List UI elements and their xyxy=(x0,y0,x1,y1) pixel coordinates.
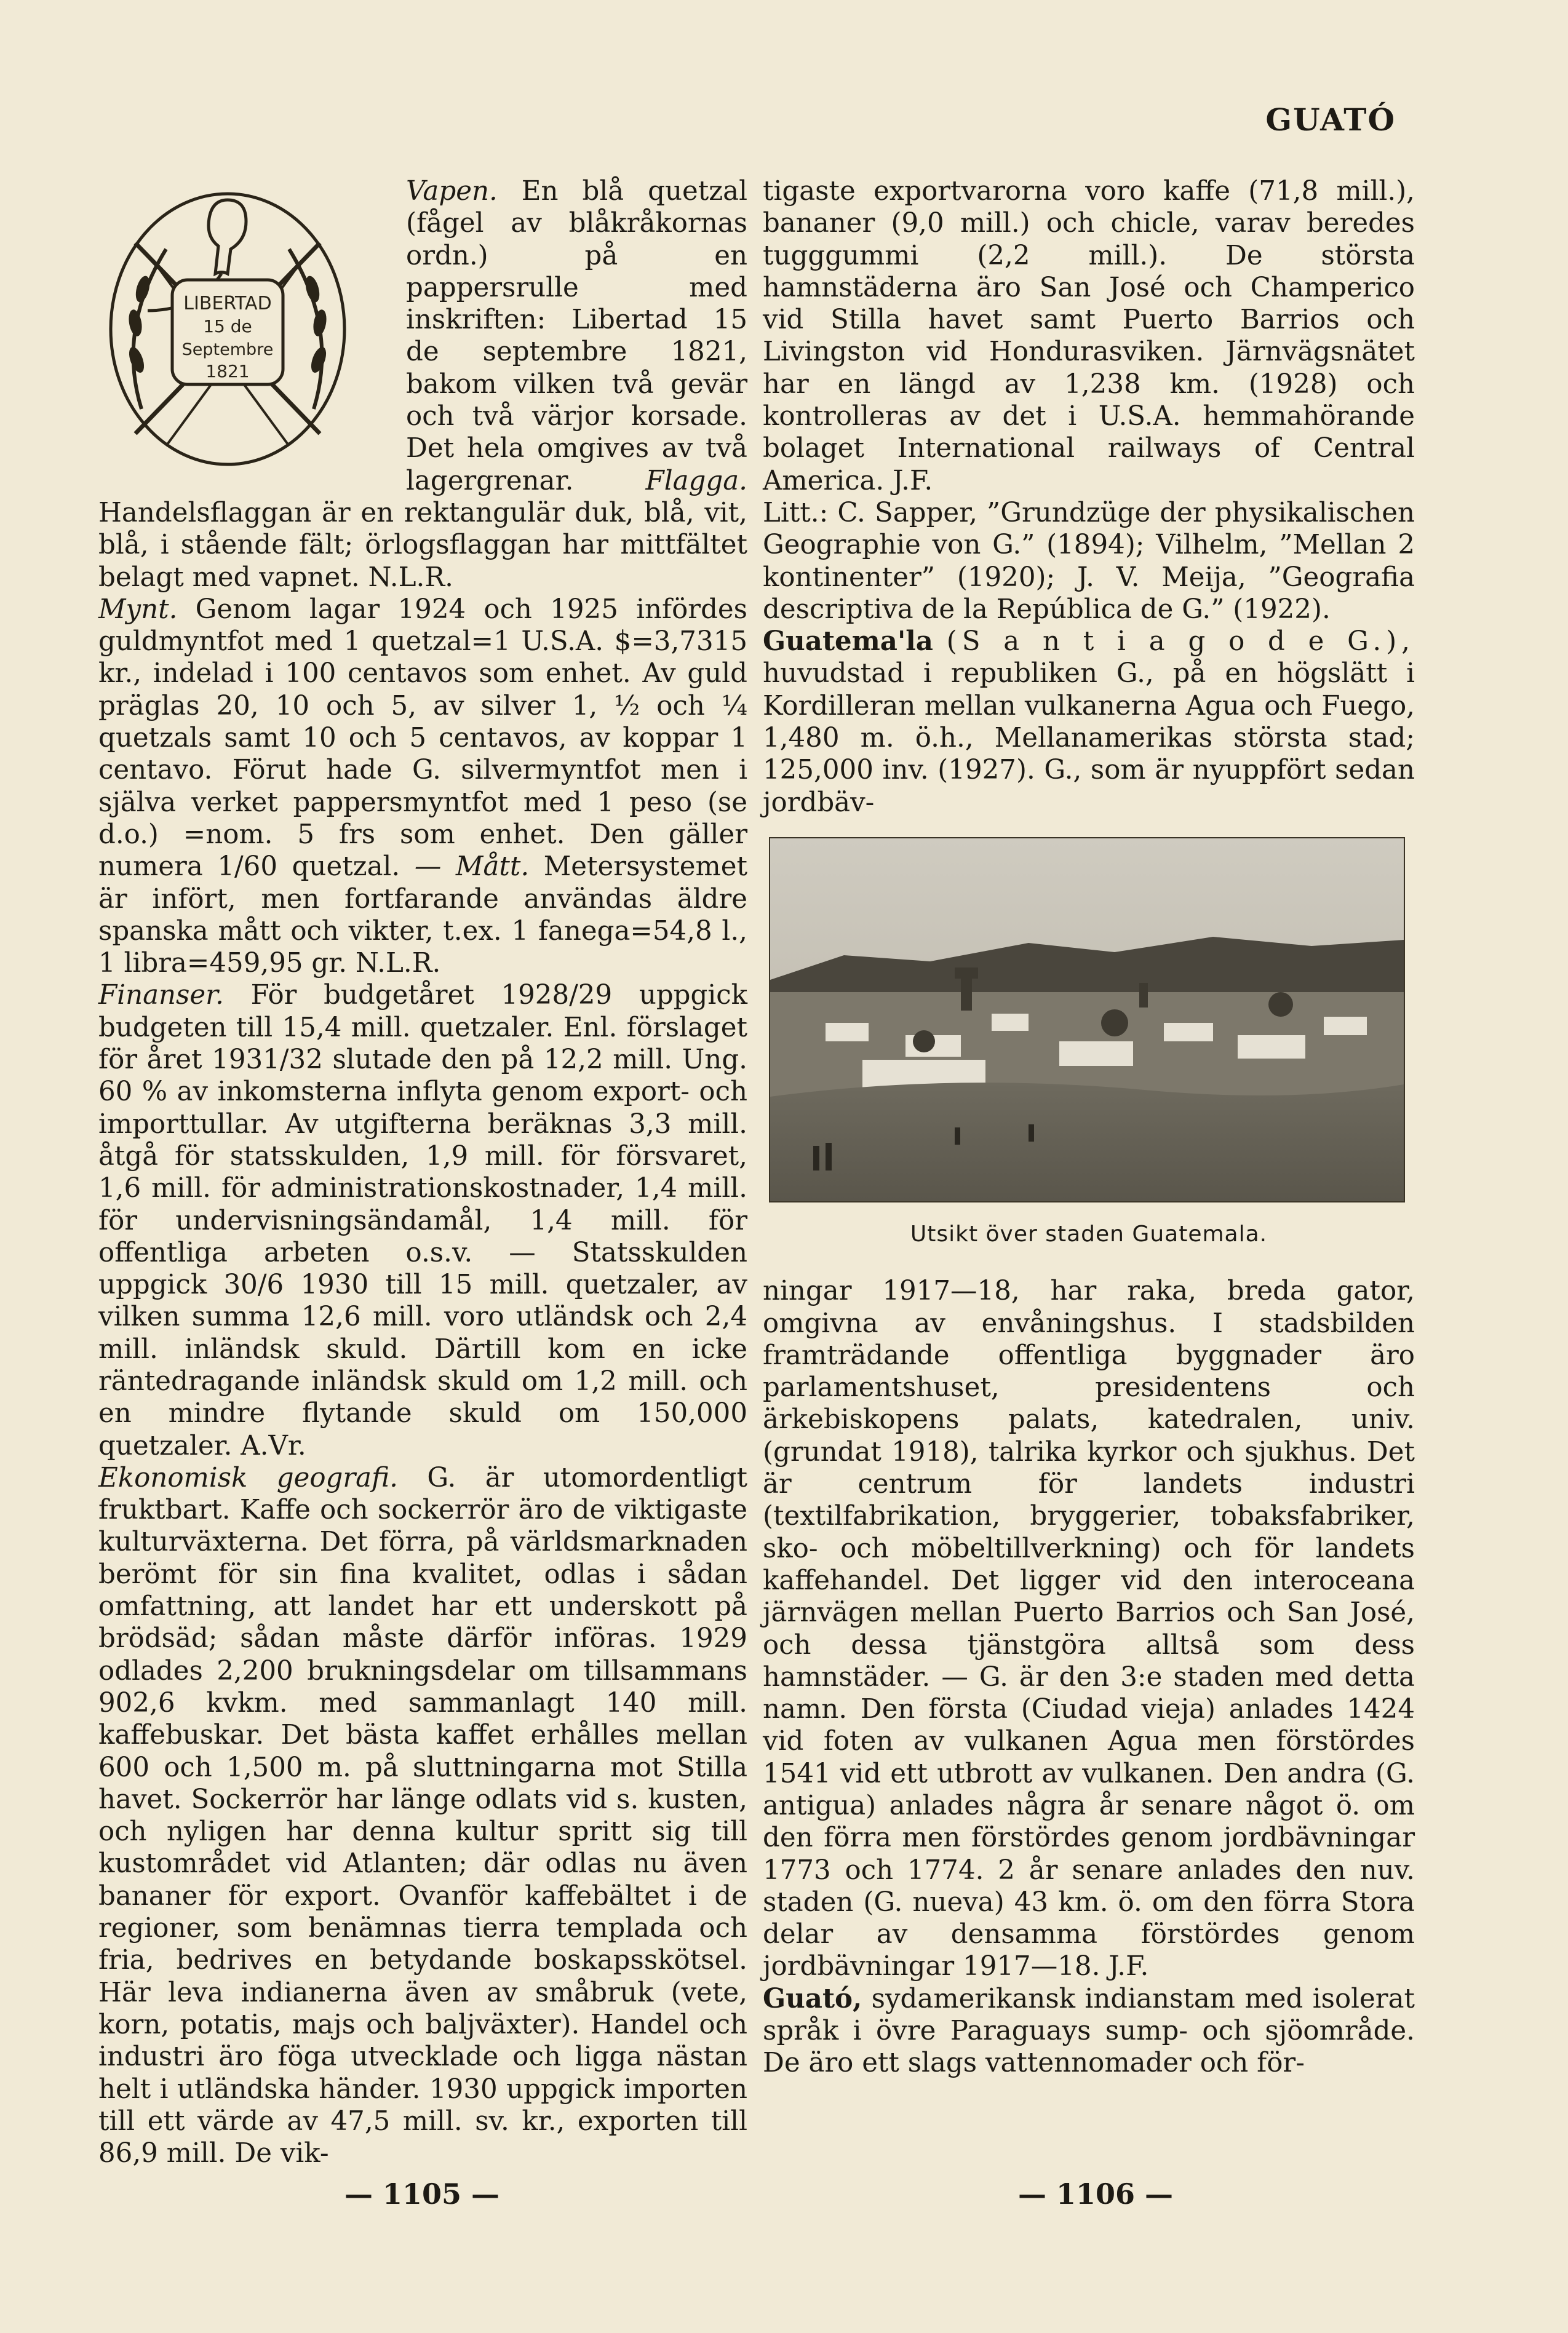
city-photo-icon xyxy=(769,837,1405,1202)
signature-nlr-2: N.L.R. xyxy=(355,948,441,979)
paragraph-stadsbild xyxy=(763,1275,1415,1983)
text-mynt: Genom lagar 1924 och 1925 infördes guldmyntfot med 1 quetzal=1 U.S.A. $=3,7315 kr., indelad i 100 centavos som enhet. Av guld präglas 20, 10 och 5, av silver 1, ½ och ¼ quetzals samt 10 och 5 centavos, av koppar 1 centavo. Förut hade G. silvermyntfot men i själva verket pappersmyntfot med 1 peso (se d.o.) =nom. 5 frs som enhet. Den gäller numera 1/60 quetzal. xyxy=(98,594,748,883)
text-ekonomisk-geografi: G. är utomordentligt fruktbart. Kaffe och sockerrör äro de viktigaste kulturväxterna. Det förra, på världsmarknaden berömt för sin fina kvalitet, odlas i sådan omfattning, att landet har ett underskott på brödsäd; sådan måste därför införas. 1929 odlades 2,200 brukningsdelar om tillsammans 902,6 kvkm. med sammanlagt 140 mill. kaffebuskar. Det bästa kaffet erhålles mellan 600 och 1,500 m. på sluttningarna mot Stilla havet. Sockerrör har länge odlats vid s. kusten, och nyligen har denna kultur spritt sig till kustområdet vid Atlanten; där odlas nu även bananer för export. Ovanför kaffebältet i de regioner, som benämnas tierra templada och fria, bedrives en betydande boskapsskötsel. Här leva indianerna även av småbruk (vete, korn, potatis, majs och baljväxter). Handel och industri äro föga utvecklade och ligga nästan helt i utländska händer. 1930 uppgick importen till ett värde av 47,5 mill. sv. kr., exporten till 86,9 mill. De vik- xyxy=(98,1462,748,2169)
scroll-line-4: 1821 xyxy=(205,361,250,381)
signature-avr: A.Vr. xyxy=(241,1430,306,1461)
text-export: tigaste exportvarorna voro kaffe (71,8 mill.), bananer (9,0 mill.) och chicle, varav beredes tugggummi (2,2 mill.). De största hamnstäderna äro San José och Champerico vid Stilla havet samt Puerto Barrios och Livingston vid Hondurasviken. Järnvägsnätet har en längd av 1,238 km. (1928) och kontrolleras av det i U.S.A. hemmahörande bolaget International railways of Central America. xyxy=(763,176,1415,496)
page-number-left: — 1105 — xyxy=(344,2177,500,2211)
emblem-drawing xyxy=(98,175,357,471)
scroll-line-1: LIBERTAD xyxy=(183,293,272,314)
left-column xyxy=(98,175,747,2169)
heading-flagga: Flagga. xyxy=(645,465,747,496)
text-matt: Metersystemet är infört, men fortfarande användas äldre spanska mått och vikter, t.ex. 1 fanega=54,8 l., 1 libra=459,95 gr. xyxy=(98,851,747,979)
paragraph-export xyxy=(763,175,1415,497)
heading-mynt: Mynt. xyxy=(98,594,178,625)
photo-figure xyxy=(763,837,1415,1250)
text-flagga: Handelsflaggan är en rektangulär duk, blå, vit, blå, i stående fält; örlogsflaggan har mittfältet belagt med vapnet. xyxy=(98,497,747,593)
text-guatemala: huvudstad i republiken G., på en högslätt i Kordilleran mellan vulkanerna Agua och Fuego, 1,480 m. ö.h., Mellanamerikas största stad; 125,000 inv. (1927). G., som är nyuppfört sedan jordbäv- xyxy=(763,658,1415,818)
paragraph-ekonomisk-geografi xyxy=(98,1462,747,2170)
text-litteratur: Litt.: C. Sapper, ”Grundzüge der physikalischen Geographie von G.” (1894); Vilhelm, ”Mellan 2 kontinenter” (1920); J. V. Meija, ”Geografia descriptiva de la República de G.” (1922). xyxy=(763,497,1415,625)
text-vapen: En blå quetzal (fågel av blåkråkornas ordn.) på en pappersrulle med inskriften: Libertad 15 de septembre 1821, bakom vilken två gevär och två värjor korsade. Det hela omgives av två lagergrenar. xyxy=(406,176,748,496)
photo-caption: Utsikt över staden Guatemala. xyxy=(910,1221,1268,1247)
signature-nlr-1: N.L.R. xyxy=(368,562,453,593)
heading-finanser: Finanser. xyxy=(98,980,224,1011)
text-santiago: (S a n t i a g o d e G.), xyxy=(946,626,1415,658)
signature-jf-1: J.F. xyxy=(893,465,933,496)
scroll-line-2: 15 de xyxy=(203,316,252,336)
page-number-right: — 1106 — xyxy=(1018,2177,1174,2211)
scroll-line-3: Septembre xyxy=(181,340,274,359)
text-guato: sydamerikansk indianstam med isolerat språk i övre Paraguays sump- och sjöområde. De äro ett slags vattennomader och för- xyxy=(763,1983,1415,2079)
paragraph-mynt xyxy=(98,594,747,980)
heading-matt: — Mått. xyxy=(414,851,530,883)
coat-of-arms-icon xyxy=(98,175,369,495)
paragraph-guatemala xyxy=(763,626,1415,819)
paragraph-litteratur xyxy=(763,497,1415,626)
heading-guatemala: Guatema'la xyxy=(763,626,933,658)
paragraph-finanser xyxy=(98,979,747,1461)
text-finanser: För budgetåret 1928/29 uppgick budgeten till 15,4 mill. quetzaler. Enl. förslaget för året 1931/32 slutade den på 12,2 mill. Ung. 60 % av inkomsterna inflyta genom export- och importtullar. Av utgifterna beräknas 3,3 mill. åtgå för statsskulden, 1,9 mill. för försvaret, 1,6 mill. för administrationskostnader, 1,4 mill. för undervisningsändamål, 1,4 mill. för offentliga arbeten o.s.v. — Statsskulden uppgick 30/6 1930 till 15 mill. quetzaler, av vilken summa 12,6 mill. voro utländsk och 2,4 mill. inländsk skuld. Därtill kom en icke räntedragande inländsk skuld om 1,2 mill. och en mindre flytande skuld om 150,000 quetzaler. xyxy=(98,980,748,1461)
city-photo-drawing xyxy=(770,838,1404,1201)
signature-jf-2: J.F. xyxy=(1108,1951,1149,1982)
right-column xyxy=(763,175,1415,2080)
heading-vapen: Vapen. xyxy=(406,176,498,207)
text-stadsbild: ningar 1917—18, har raka, breda gator, omgivna av envåningshus. I stadsbilden framträdande offentliga byggnader äro parlamentshuset, presidentens och ärkebiskopens palats, katedralen, univ. (grundat 1918), talrika kyrkor och sjukhus. Det är centrum för landets industri (textilfabrikation, bryggerier, tobaksfabriker, sko- och möbeltillverkning) och för landets kaffehandel. Det ligger vid den interoceana järnvägen mellan Puerto Barrios och San José, och dessa tjänstgöra alltså som dess hamnstäder. — G. är den 3:e staden med detta namn. Den första (Ciudad vieja) anlades 1424 vid foten av vulkanen Agua men förstördes 1541 vid ett utbrott av vulkanen. Den andra (G. antigua) anlades några år senare något ö. om den förra men förstördes genom jordbävningar 1773 och 1774. 2 år senare anlades den nuv. staden (G. nueva) 43 km. ö. om den förra Stora delar av densamma förstördes genom jordbävningar 1917—18. xyxy=(763,1276,1415,1982)
paragraph-guato xyxy=(763,1983,1415,2080)
heading-ekonomisk-geografi: Ekonomisk geografi. xyxy=(98,1462,398,1493)
heading-guato: Guató, xyxy=(763,1982,862,2014)
running-head: GUATÓ xyxy=(1265,101,1396,138)
